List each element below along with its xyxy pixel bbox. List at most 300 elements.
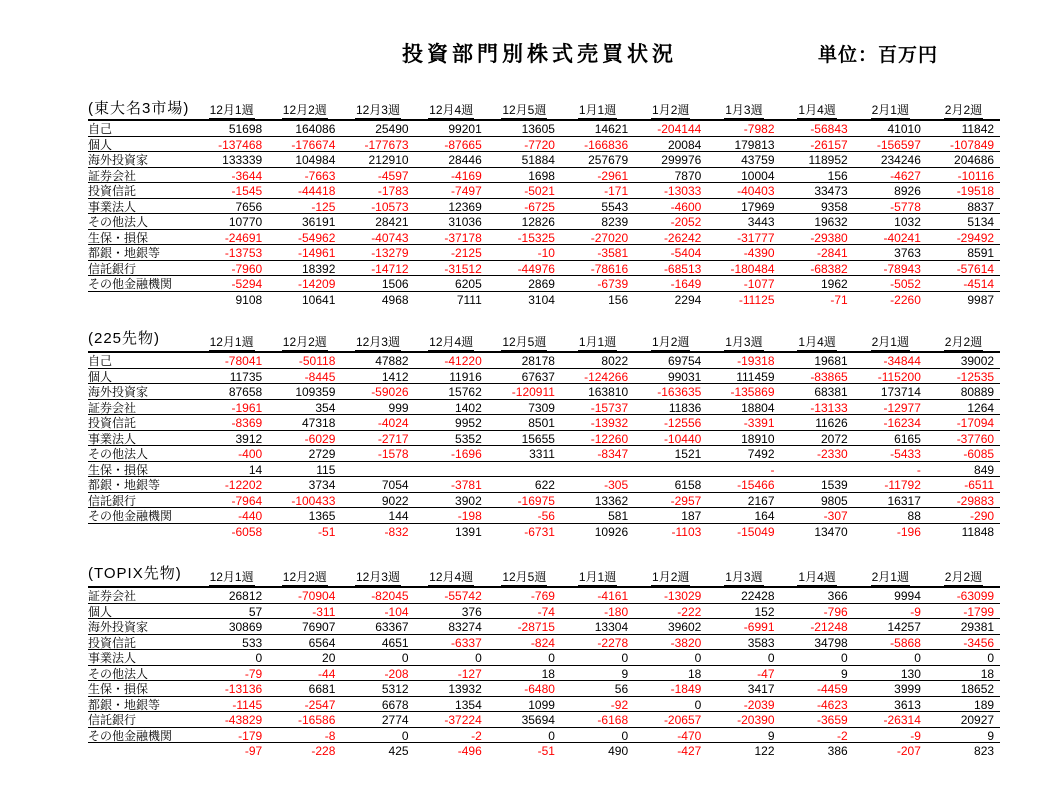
value-cell: -2278 bbox=[597, 635, 629, 650]
value-cell: -50118 bbox=[298, 354, 336, 368]
value-cell: -2330 bbox=[816, 447, 848, 461]
value-cell: 6165 bbox=[894, 431, 921, 446]
value-cell: 204686 bbox=[954, 153, 995, 167]
value-cell: -27020 bbox=[590, 230, 629, 245]
value-cell: -204144 bbox=[657, 122, 702, 136]
value-cell: 22428 bbox=[741, 589, 775, 603]
table-row bbox=[88, 199, 1000, 215]
value-cell: -6085 bbox=[963, 447, 995, 461]
value-cell: -15325 bbox=[517, 230, 555, 245]
week-header-label: 1月1週 bbox=[578, 570, 617, 584]
value-cell: -127 bbox=[457, 666, 482, 681]
value-cell: 83274 bbox=[448, 620, 482, 634]
row-label: その他法人 bbox=[88, 215, 149, 229]
value-cell: -55742 bbox=[444, 589, 482, 603]
table-row bbox=[88, 168, 1000, 184]
value-cell: 56 bbox=[614, 682, 629, 696]
value-cell: 2774 bbox=[381, 713, 409, 727]
table-row bbox=[88, 697, 1000, 713]
value-cell: 19681 bbox=[814, 354, 848, 368]
row-label: 信託銀行 bbox=[88, 713, 137, 727]
value-cell: 20927 bbox=[960, 713, 995, 727]
week-header-label: 2月1週 bbox=[871, 335, 909, 349]
value-cell: 425 bbox=[388, 744, 409, 758]
week-header-label: 1月3週 bbox=[725, 570, 763, 584]
value-cell: -11792 bbox=[884, 478, 921, 492]
value-cell: 2729 bbox=[308, 447, 336, 461]
value-cell: 20084 bbox=[667, 137, 702, 152]
week-header-label: 12月1週 bbox=[209, 103, 254, 117]
value-cell: 0 bbox=[767, 651, 775, 665]
value-cell: 14621 bbox=[594, 122, 629, 136]
week-header-label: 12月3週 bbox=[355, 570, 400, 584]
value-cell: -8369 bbox=[231, 416, 263, 430]
value-cell: 43759 bbox=[741, 153, 775, 167]
week-header-label: 12月5週 bbox=[502, 335, 547, 349]
value-cell: 9994 bbox=[894, 589, 921, 603]
table-row bbox=[88, 462, 1000, 478]
value-cell: 18 bbox=[687, 666, 702, 681]
week-header bbox=[927, 103, 1000, 119]
row-label: 個人 bbox=[88, 137, 113, 151]
value-cell: 2294 bbox=[674, 292, 702, 307]
value-cell: 12826 bbox=[521, 215, 555, 229]
value-cell: -1696 bbox=[451, 447, 482, 461]
table-row bbox=[88, 183, 1000, 199]
value-cell: 3902 bbox=[455, 493, 482, 508]
value-cell: -1545 bbox=[231, 184, 263, 198]
row-label: 投資信託 bbox=[88, 184, 137, 198]
value-cell: 9358 bbox=[820, 199, 848, 214]
value-cell: 376 bbox=[461, 604, 482, 619]
value-cell: -5052 bbox=[890, 277, 921, 291]
value-cell: 234246 bbox=[880, 153, 921, 167]
value-cell: -28715 bbox=[517, 620, 555, 634]
week-header-label: 1月2週 bbox=[652, 335, 690, 349]
table-row bbox=[88, 431, 1000, 447]
value-cell: 156 bbox=[827, 168, 848, 183]
value-cell: -7960 bbox=[231, 261, 263, 276]
value-cell: -26242 bbox=[663, 230, 702, 245]
row-label: 信託銀行 bbox=[88, 261, 137, 275]
week-header bbox=[341, 335, 414, 351]
value-cell: -16975 bbox=[517, 493, 555, 508]
value-cell: -2961 bbox=[597, 168, 629, 183]
value-cell: -29380 bbox=[810, 230, 848, 245]
row-label: 個人 bbox=[88, 369, 113, 383]
value-cell: -7982 bbox=[743, 122, 775, 136]
week-header-label: 1月1週 bbox=[578, 103, 617, 117]
value-cell: -9 bbox=[910, 728, 921, 743]
value-cell: -17094 bbox=[956, 416, 995, 430]
value-cell: 39002 bbox=[960, 354, 995, 368]
week-header bbox=[415, 335, 488, 351]
value-cell: -3581 bbox=[597, 246, 629, 260]
table-row bbox=[88, 681, 1000, 697]
value-cell: 19632 bbox=[814, 215, 848, 229]
week-header bbox=[268, 570, 341, 586]
value-cell: 999 bbox=[388, 400, 409, 415]
value-cell bbox=[415, 462, 488, 477]
value-cell: -16586 bbox=[298, 713, 336, 727]
value-cell: 7054 bbox=[381, 478, 409, 492]
value-cell: -13033 bbox=[663, 184, 702, 198]
row-label: 証券会社 bbox=[88, 400, 137, 414]
value-cell: 57 bbox=[248, 604, 263, 619]
value-cell: -11125 bbox=[738, 292, 775, 307]
value-cell: 9805 bbox=[820, 493, 848, 508]
value-cell: -163635 bbox=[657, 385, 702, 399]
week-header-label: 2月1週 bbox=[871, 103, 909, 117]
value-cell: -7720 bbox=[524, 137, 555, 152]
value-cell: -40743 bbox=[371, 230, 409, 245]
value-cell: 8239 bbox=[601, 215, 629, 229]
value-cell: -13133 bbox=[810, 400, 848, 415]
value-cell: -14961 bbox=[298, 246, 336, 260]
value-cell: 3613 bbox=[894, 697, 921, 712]
week-header bbox=[341, 103, 414, 119]
value-cell: -87665 bbox=[444, 137, 482, 152]
week-header-label: 1月2週 bbox=[652, 103, 690, 117]
week-header-label: 12月4週 bbox=[429, 570, 474, 584]
value-cell: 156 bbox=[608, 292, 629, 307]
row-label: 生保・損保 bbox=[88, 682, 149, 696]
value-cell: 6158 bbox=[674, 478, 702, 492]
table-row bbox=[88, 508, 1000, 524]
value-cell: 3912 bbox=[235, 431, 263, 446]
total-row bbox=[88, 292, 1000, 308]
week-header-label: 12月2週 bbox=[282, 335, 327, 349]
row-label: その他法人 bbox=[88, 666, 149, 680]
value-cell: 1391 bbox=[455, 524, 482, 539]
value-cell: 1402 bbox=[455, 400, 482, 415]
value-cell: -2260 bbox=[890, 292, 921, 307]
value-cell: -4161 bbox=[597, 589, 629, 603]
week-header-label: 1月3週 bbox=[725, 103, 763, 117]
section-label-topix-futures: (TOPIX先物) bbox=[88, 565, 182, 582]
table-row bbox=[88, 666, 1000, 682]
value-cell: -44 bbox=[318, 666, 336, 681]
value-cell: -8445 bbox=[304, 369, 336, 384]
value-cell: 10004 bbox=[741, 168, 775, 183]
value-cell: 25490 bbox=[375, 122, 409, 136]
value-cell: 15762 bbox=[448, 385, 482, 399]
value-cell: -56 bbox=[537, 509, 555, 523]
value-cell: 0 bbox=[621, 651, 629, 665]
row-label: その他金融機関 bbox=[88, 277, 173, 291]
week-header-label: 2月2週 bbox=[944, 103, 983, 117]
value-cell: 187 bbox=[681, 509, 702, 523]
value-cell: 6678 bbox=[381, 697, 409, 712]
value-cell: 68381 bbox=[814, 385, 848, 399]
value-cell: -13136 bbox=[224, 682, 263, 696]
value-cell: -37178 bbox=[444, 230, 482, 245]
value-cell: -14209 bbox=[298, 277, 336, 291]
value-cell: -68382 bbox=[810, 261, 848, 276]
table-row bbox=[88, 384, 1000, 400]
table-row bbox=[88, 493, 1000, 509]
value-cell: -31512 bbox=[444, 261, 482, 276]
table-topix-futures bbox=[88, 571, 1000, 759]
value-cell: 51698 bbox=[228, 122, 263, 136]
table-row bbox=[88, 152, 1000, 168]
value-cell: -4597 bbox=[377, 168, 409, 183]
value-cell: -6337 bbox=[451, 635, 482, 650]
row-label: 都銀・地銀等 bbox=[88, 246, 161, 260]
value-cell: -40403 bbox=[737, 184, 775, 198]
value-cell: 8501 bbox=[528, 416, 555, 430]
row-label: 海外投資家 bbox=[88, 153, 149, 167]
value-cell: 7492 bbox=[747, 447, 775, 461]
value-cell: 36191 bbox=[302, 215, 336, 229]
value-cell: 8837 bbox=[967, 199, 995, 214]
table-row bbox=[88, 137, 1000, 153]
value-cell: -56843 bbox=[810, 122, 848, 136]
table-row bbox=[88, 214, 1000, 230]
value-cell: -2039 bbox=[743, 697, 775, 712]
value-cell: -1799 bbox=[963, 604, 995, 619]
value-cell: -2957 bbox=[670, 493, 702, 508]
value-cell: 1521 bbox=[674, 447, 702, 461]
value-cell: 80889 bbox=[960, 385, 995, 399]
week-header bbox=[488, 570, 561, 586]
value-cell: -12260 bbox=[590, 431, 629, 446]
value-cell: 3583 bbox=[747, 635, 775, 650]
week-header bbox=[707, 335, 780, 351]
value-cell: 0 bbox=[841, 651, 848, 665]
value-cell: -29492 bbox=[956, 230, 995, 245]
value-cell: -6511 bbox=[964, 478, 995, 492]
value-cell: -71 bbox=[830, 292, 848, 307]
value-cell: -5294 bbox=[231, 277, 263, 291]
value-cell: -222 bbox=[677, 604, 702, 619]
value-cell: 9952 bbox=[455, 416, 482, 430]
value-cell: -9 bbox=[910, 604, 921, 619]
value-cell: -1961 bbox=[231, 400, 263, 415]
value-cell: -180484 bbox=[730, 261, 775, 276]
value-cell: -1077 bbox=[743, 277, 775, 291]
value-cell: 26812 bbox=[228, 589, 263, 603]
week-header-label: 12月4週 bbox=[429, 335, 474, 349]
value-cell: -47 bbox=[757, 666, 775, 681]
value-cell: -37760 bbox=[956, 431, 995, 446]
value-cell: -26314 bbox=[883, 713, 921, 727]
value-cell: -135869 bbox=[730, 385, 775, 399]
value-cell: -5433 bbox=[890, 447, 921, 461]
value-cell: 164086 bbox=[295, 122, 336, 136]
week-header bbox=[927, 570, 1000, 586]
value-cell: -769 bbox=[530, 589, 555, 603]
table-row bbox=[88, 588, 1000, 604]
table-row bbox=[88, 477, 1000, 493]
value-cell: -198 bbox=[457, 509, 482, 523]
value-cell: 8591 bbox=[967, 246, 995, 260]
row-label: 自己 bbox=[88, 354, 113, 368]
week-header bbox=[415, 570, 488, 586]
value-cell: 11842 bbox=[961, 122, 995, 136]
value-cell: -171 bbox=[604, 184, 629, 198]
value-cell: 1264 bbox=[967, 400, 995, 415]
value-cell: 76907 bbox=[302, 620, 336, 634]
value-cell: -97 bbox=[244, 744, 263, 758]
value-cell: 10926 bbox=[594, 524, 629, 539]
value-cell: -115200 bbox=[877, 369, 921, 384]
value-cell: -832 bbox=[384, 524, 409, 539]
row-label: 証券会社 bbox=[88, 589, 137, 603]
value-cell: -207 bbox=[896, 744, 921, 758]
value-cell: 6205 bbox=[455, 277, 482, 291]
value-cell: -125 bbox=[311, 199, 336, 214]
value-cell bbox=[341, 462, 414, 477]
value-cell: 18910 bbox=[741, 431, 775, 446]
value-cell: -16234 bbox=[883, 416, 921, 430]
value-cell: -4390 bbox=[743, 246, 775, 260]
week-header bbox=[488, 103, 561, 119]
value-cell: -824 bbox=[530, 635, 555, 650]
value-cell: 69754 bbox=[667, 354, 702, 368]
value-cell: -41220 bbox=[444, 354, 482, 368]
week-header bbox=[488, 335, 561, 351]
value-cell: -228 bbox=[311, 744, 336, 758]
value-cell: -1783 bbox=[377, 184, 409, 198]
value-cell: 299976 bbox=[661, 153, 702, 167]
value-cell: 0 bbox=[401, 728, 409, 743]
value-cell: 9022 bbox=[381, 493, 409, 508]
week-header bbox=[268, 103, 341, 119]
value-cell: -1103 bbox=[671, 524, 702, 539]
value-cell: -10440 bbox=[663, 431, 702, 446]
value-cell: -70904 bbox=[298, 589, 336, 603]
row-label: 個人 bbox=[88, 604, 113, 618]
table-row bbox=[88, 230, 1000, 246]
value-cell: -311 bbox=[312, 604, 336, 619]
value-cell: -43829 bbox=[224, 713, 263, 727]
value-cell: 9 bbox=[841, 666, 848, 681]
value-cell: -400 bbox=[238, 447, 263, 461]
week-header-label: 2月2週 bbox=[944, 570, 983, 584]
value-cell: 0 bbox=[694, 697, 702, 712]
value-cell: -74 bbox=[537, 604, 555, 619]
section-label-tokyo-3-markets: (東大名3市場) bbox=[88, 100, 190, 117]
value-cell: -15049 bbox=[737, 524, 775, 539]
value-cell: -124266 bbox=[584, 369, 629, 384]
value-cell bbox=[488, 462, 561, 477]
value-cell: -6058 bbox=[231, 524, 263, 539]
value-cell bbox=[561, 462, 634, 477]
week-header-label: 1月3週 bbox=[725, 335, 763, 349]
value-cell: -6480 bbox=[524, 682, 555, 696]
value-cell: 849 bbox=[974, 462, 995, 477]
value-cell: 130 bbox=[900, 666, 921, 681]
value-cell: -20390 bbox=[737, 713, 775, 727]
value-cell: -137468 bbox=[218, 137, 263, 152]
week-header-label: 12月2週 bbox=[282, 103, 327, 117]
week-header bbox=[781, 335, 854, 351]
value-cell: 12369 bbox=[448, 199, 482, 214]
value-cell: -78041 bbox=[224, 354, 263, 368]
value-cell: 14 bbox=[248, 462, 263, 477]
total-row bbox=[88, 743, 1000, 759]
value-cell: 622 bbox=[534, 478, 555, 492]
value-cell: 0 bbox=[255, 651, 263, 665]
week-header-label: 1月1週 bbox=[578, 335, 617, 349]
week-header bbox=[195, 335, 268, 351]
table-row bbox=[88, 446, 1000, 462]
value-cell: 63367 bbox=[375, 620, 409, 634]
value-cell: 14257 bbox=[887, 620, 921, 634]
value-cell: 189 bbox=[974, 697, 995, 712]
table-row bbox=[88, 415, 1000, 431]
value-cell: -10116 bbox=[957, 168, 995, 183]
value-cell: 9108 bbox=[235, 292, 263, 307]
value-cell: -8347 bbox=[597, 447, 629, 461]
value-cell: -2547 bbox=[304, 697, 336, 712]
week-header-row bbox=[88, 336, 1000, 353]
value-cell: -2125 bbox=[451, 246, 482, 260]
value-cell: -4600 bbox=[670, 199, 702, 214]
week-header bbox=[927, 335, 1000, 351]
week-header-label: 12月2週 bbox=[282, 570, 327, 584]
value-cell: -12556 bbox=[663, 416, 702, 430]
row-label: 海外投資家 bbox=[88, 620, 149, 634]
value-cell: -92 bbox=[610, 697, 629, 712]
row-label: 事業法人 bbox=[88, 651, 137, 665]
value-cell: -8 bbox=[324, 728, 336, 743]
value-cell: 10770 bbox=[228, 215, 263, 229]
value-cell: 7656 bbox=[235, 199, 263, 214]
value-cell: -51 bbox=[537, 744, 555, 758]
value-cell: -196 bbox=[896, 524, 921, 539]
value-cell: -107849 bbox=[950, 137, 995, 152]
week-header-label: 1月4週 bbox=[798, 570, 836, 584]
table-row bbox=[88, 353, 1000, 369]
value-cell: -179 bbox=[238, 728, 263, 743]
week-header bbox=[634, 335, 707, 351]
value-cell: -6731 bbox=[524, 524, 555, 539]
table-tokyo-3-markets bbox=[88, 104, 1000, 307]
value-cell: 4651 bbox=[381, 635, 409, 650]
row-label-header bbox=[88, 118, 195, 119]
value-cell: 109359 bbox=[295, 385, 336, 399]
value-cell: -6739 bbox=[597, 277, 629, 291]
table-row bbox=[88, 728, 1000, 744]
value-cell: 0 bbox=[621, 728, 629, 743]
value-cell: 179813 bbox=[734, 137, 775, 152]
value-cell: 99031 bbox=[667, 369, 702, 384]
value-cell: -176674 bbox=[291, 137, 336, 152]
value-cell: -57614 bbox=[956, 261, 995, 276]
value-cell: -13029 bbox=[663, 589, 702, 603]
table-row bbox=[88, 369, 1000, 385]
value-cell: 490 bbox=[608, 744, 629, 758]
value-cell: -4459 bbox=[816, 682, 848, 696]
week-header bbox=[195, 103, 268, 119]
table-row bbox=[88, 712, 1000, 728]
value-cell: -5868 bbox=[890, 635, 921, 650]
value-cell: 9 bbox=[621, 666, 629, 681]
value-cell: 47318 bbox=[302, 416, 336, 430]
value-cell: -5021 bbox=[524, 184, 555, 198]
value-cell: 6564 bbox=[308, 635, 336, 650]
week-header bbox=[707, 570, 780, 586]
value-cell: -305 bbox=[604, 478, 629, 492]
value-cell: 30869 bbox=[228, 620, 263, 634]
value-cell: 3734 bbox=[308, 478, 336, 492]
table-row bbox=[88, 604, 1000, 620]
value-cell: 99201 bbox=[448, 122, 482, 136]
value-cell: 6681 bbox=[308, 682, 336, 696]
week-header bbox=[195, 570, 268, 586]
